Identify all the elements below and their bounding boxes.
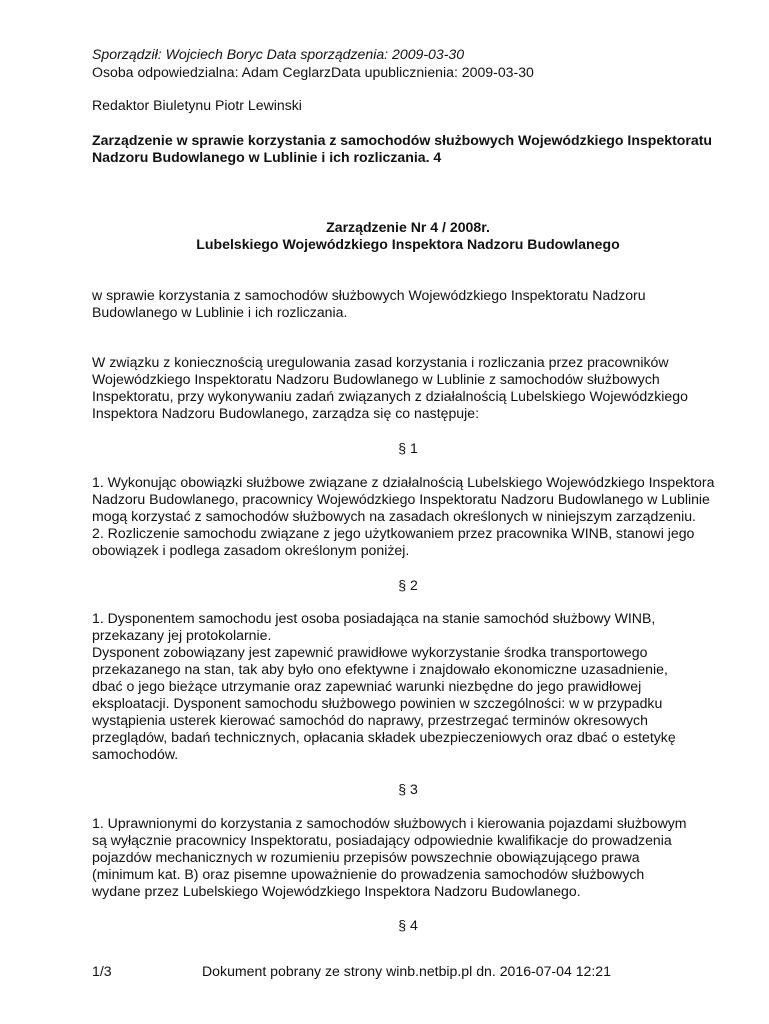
- section-4-symbol: § 4: [398, 917, 418, 933]
- section-1-line: Nadzoru Budowlanego, pracownicy Wojewódzkiego Inspektoratu Nadzoru Budowlanego w Lublinie: [92, 491, 710, 507]
- footer-page-number: 1/3: [92, 963, 112, 979]
- section-2-line: przekazanego na stan, tak aby było ono efektywne i znajdowało ekonomiczne uzasadnienie,: [92, 661, 668, 677]
- preamble-line-2: Wojewódzkiego Inspektoratu Nadzoru Budowlanego w Lublinie z samochodów służbowych: [92, 371, 660, 387]
- heading-line-1: Zarządzenie Nr 4 / 2008r.: [326, 219, 490, 235]
- section-2-line: dbać o jego bieżące utrzymanie oraz zapewniać warunki niezbędne do jego prawidłowej: [92, 678, 642, 694]
- doc-title-line-2: Nadzoru Budowlanego w Lublinie i ich rozliczania. 4: [92, 149, 442, 165]
- section-2-line: 1. Dysponentem samochodu jest osoba posiadająca na stanie samochód służbowy WINB,: [92, 610, 656, 626]
- section-3-line: są wyłącznie pracownicy Inspektoratu, posiadający odpowiednie kwalifikacje do prowadzenia: [92, 832, 672, 848]
- section-3-line: pojazdów mechanicznych w rozumieniu przepisów powszechnie obowiązującego prawa: [92, 849, 640, 865]
- subject-line-1: w sprawie korzystania z samochodów służbowych Wojewódzkiego Inspektoratu Nadzoru: [92, 287, 646, 303]
- doc-title-line-1: Zarządzenie w sprawie korzystania z samochodów służbowych Wojewódzkiego Inspektoratu: [92, 132, 713, 148]
- prepared-by-line: Sporządził: Wojciech Boryc Data sporządzenia: 2009-03-30: [92, 46, 465, 62]
- section-3-line: (minimum kat. B) oraz pisemne upoważnienie do prowadzenia samochodów służbowych: [92, 866, 645, 882]
- section-3-line: wydane przez Lubelskiego Wojewódzkiego Inspektora Nadzoru Budowlanego.: [92, 883, 581, 899]
- section-1-symbol: § 1: [398, 440, 418, 456]
- footer-source: Dokument pobrany ze strony winb.netbip.pl dn. 2016-07-04 12:21: [202, 963, 611, 979]
- section-1-line: 1. Wykonując obowiązki służbowe związane z działalnością Lubelskiego Wojewódzkiego Inspektora: [92, 474, 715, 490]
- subject-line-2: Budowlanego w Lublinie i ich rozliczania.: [92, 304, 348, 320]
- section-2-line: przeglądów, badań technicznych, opłacania składek ubezpieczeniowych oraz dbać o estetykę: [92, 729, 676, 745]
- preamble-line-3: Inspektoratu, przy wykonywaniu zadań związanych z działalnością Lubelskiego Wojewódzkiego: [92, 388, 688, 404]
- section-3-symbol: § 3: [398, 781, 418, 797]
- section-2-symbol: § 2: [398, 577, 418, 593]
- section-3-line: 1. Uprawnionymi do korzystania z samochodów służbowych i kierowania pojazdami służbowym: [92, 815, 687, 831]
- section-2-line: samochodów.: [92, 746, 179, 762]
- section-2-line: przekazany jej protokolarnie.: [92, 627, 272, 643]
- preamble-line-4: Inspektora Nadzoru Budowlanego, zarządza się co następuje:: [92, 405, 480, 421]
- section-1-line: 2. Rozliczenie samochodu związane z jego użytkowaniem przez pracownika WINB, stanowi jego: [92, 525, 695, 541]
- heading-line-2: Lubelskiego Wojewódzkiego Inspektora Nadzoru Budowlanego: [196, 236, 620, 252]
- editor-line: Redaktor Biuletynu Piotr Lewinski: [92, 97, 302, 113]
- responsible-line: Osoba odpowiedzialna: Adam CeglarzData upublicznienia: 2009-03-30: [92, 64, 534, 80]
- section-1-line: obowiązek i podlega zasadom określonym poniżej.: [92, 542, 410, 558]
- section-2-line: eksploatacji. Dysponent samochodu służbowego powinien w szczególności: w w przypadku: [92, 695, 663, 711]
- preamble-line-1: W związku z koniecznością uregulowania zasad korzystania i rozliczania przez pracowników: [92, 354, 669, 370]
- section-1-line: mogą korzystać z samochodów służbowych na zasadach określonych w niniejszym zarządzeniu.: [92, 508, 696, 524]
- section-2-line: wystąpienia usterek kierować samochód do naprawy, przestrzegać terminów okresowych: [92, 712, 648, 728]
- section-2-line: Dysponent zobowiązany jest zapewnić prawidłowe wykorzystanie środka transportowego: [92, 644, 648, 660]
